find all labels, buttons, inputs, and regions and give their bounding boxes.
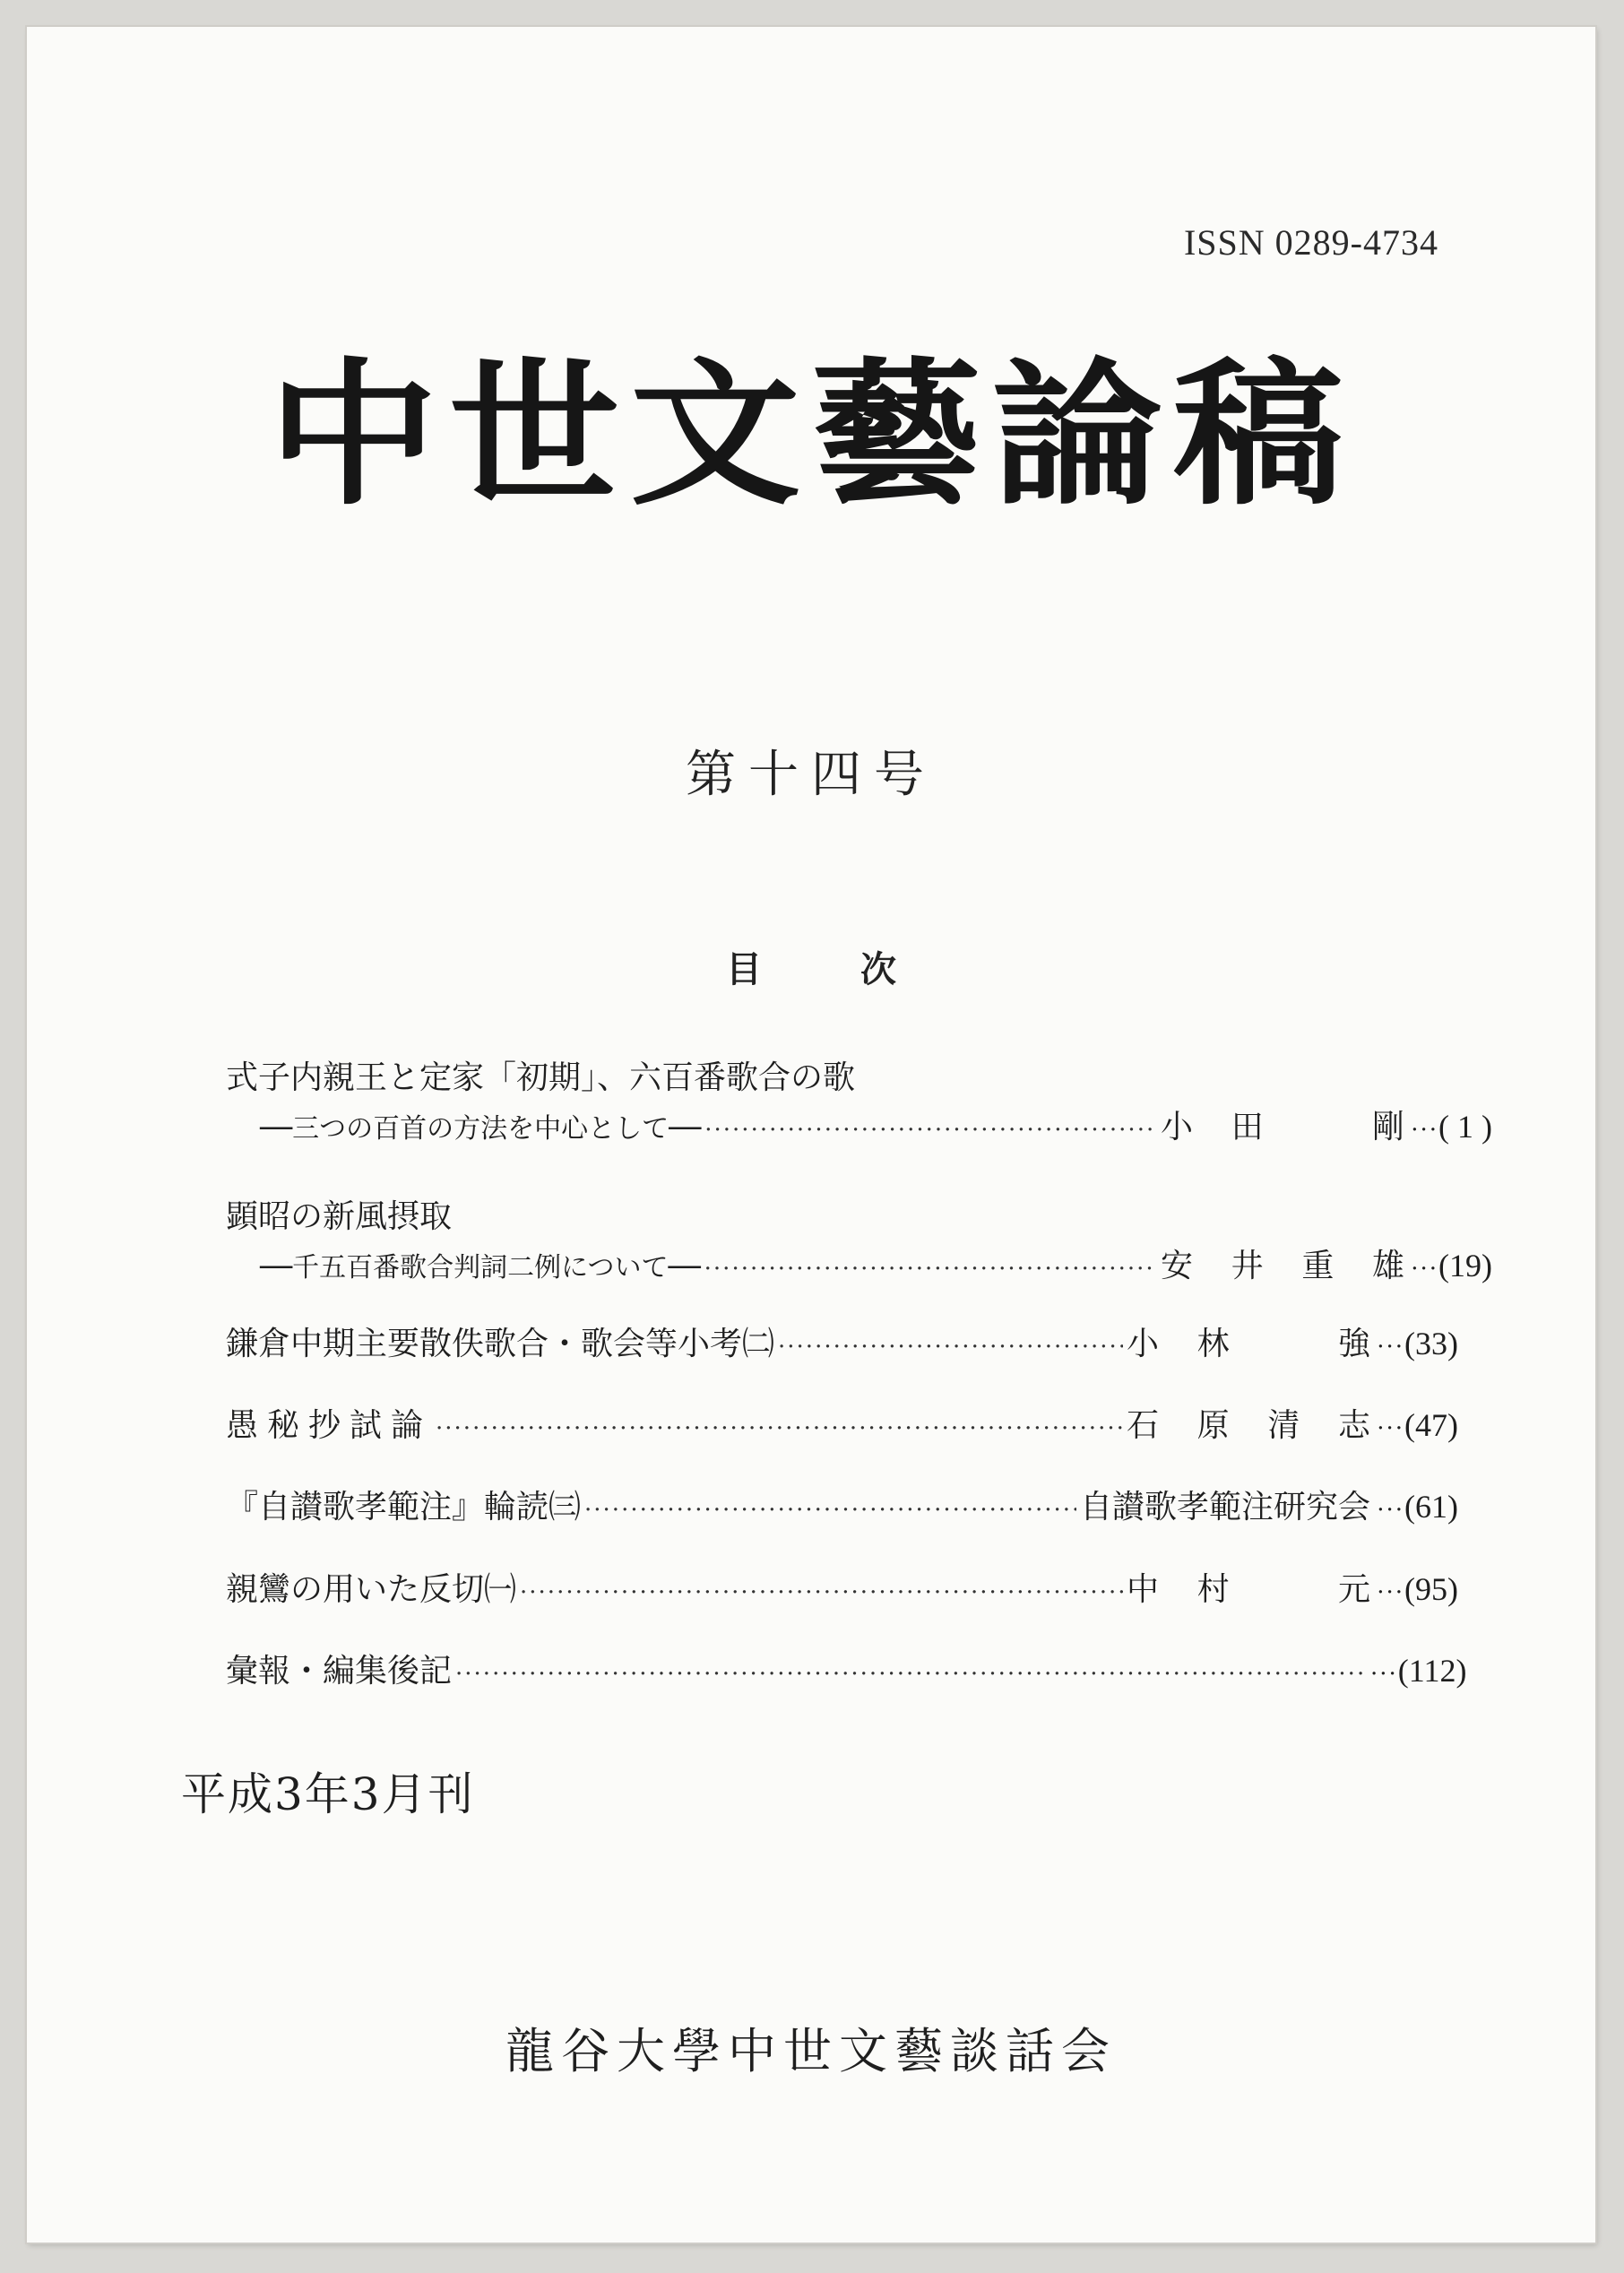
issue-number: 第十四号: [686, 746, 937, 804]
toc-entry: [226, 1197, 1492, 1290]
toc-entry: [226, 1569, 1458, 1613]
toc-entry-author: 小田 剛: [1161, 1109, 1404, 1145]
leader-dots: [584, 1490, 1076, 1531]
toc-entry-page: ··· (19): [1404, 1245, 1492, 1290]
toc-entry-title: 彙報・編集後記: [226, 1653, 453, 1690]
toc-entry-title: 親鸞の用いた反切㈠: [226, 1571, 517, 1608]
toc-entry-subtitle: ──千五百番歌合判詞二例について──: [260, 1252, 701, 1283]
toc-entry-author: 石原清志: [1127, 1407, 1370, 1444]
issn-number: ISSN 0289-4734: [1183, 222, 1438, 263]
toc-entry-page: ··· (95): [1370, 1569, 1458, 1613]
toc-entry-page: ··· (61): [1370, 1486, 1458, 1531]
leader-dots: [455, 1654, 1367, 1695]
toc-entry-title: 『自讃歌孝範注』輪読㈢: [226, 1489, 582, 1525]
toc-heading: [27, 941, 1595, 992]
leader-dots: [778, 1327, 1123, 1368]
journal-title: 中世文藝論稿: [267, 341, 1354, 527]
leader-dots: [704, 1110, 1157, 1151]
toc-entry: [226, 1404, 1458, 1449]
toc-entry: [226, 1323, 1458, 1368]
toc-entry-author: 安井重雄: [1161, 1248, 1404, 1284]
journal-cover: [27, 27, 1595, 2243]
publisher-name: 龍谷大學中世文藝談話会: [505, 2023, 1117, 2079]
toc-entry-author: 自讃歌孝範注研究会: [1079, 1489, 1370, 1525]
toc-entry-author: 小林 強: [1127, 1326, 1370, 1362]
toc-heading-left: 目: [726, 949, 762, 990]
publication-date: 平成3年3月刊: [181, 1768, 475, 1820]
leader-dots: [704, 1249, 1157, 1290]
leader-dots: [520, 1572, 1123, 1613]
toc-entry: [226, 1486, 1458, 1531]
toc-entry-subtitle: ──三つの百首の方法を中心として──: [260, 1113, 702, 1145]
toc-entry-page: ··· (112): [1370, 1650, 1458, 1695]
toc-entry-page: ··· ( 1 ): [1404, 1106, 1492, 1151]
toc-heading-right: 次: [860, 949, 896, 990]
toc-entry-title: 愚秘抄試論: [226, 1407, 433, 1444]
toc-entry-title: 顕昭の新風摂取: [226, 1198, 453, 1235]
toc-entry-page: ··· (47): [1370, 1404, 1458, 1449]
toc-entry-page: ··· (33): [1370, 1323, 1458, 1368]
leader-dots: [436, 1408, 1123, 1449]
toc-entry-title: 式子内親王と定家「初期」、六百番歌合の歌: [226, 1059, 856, 1096]
toc-entry-author: 中村 元: [1127, 1571, 1370, 1608]
toc-entry: [226, 1058, 1492, 1151]
toc-entry: [226, 1650, 1467, 1695]
toc-entry-title: 鎌倉中期主要散佚歌合・歌会等小考㈡: [226, 1326, 775, 1362]
